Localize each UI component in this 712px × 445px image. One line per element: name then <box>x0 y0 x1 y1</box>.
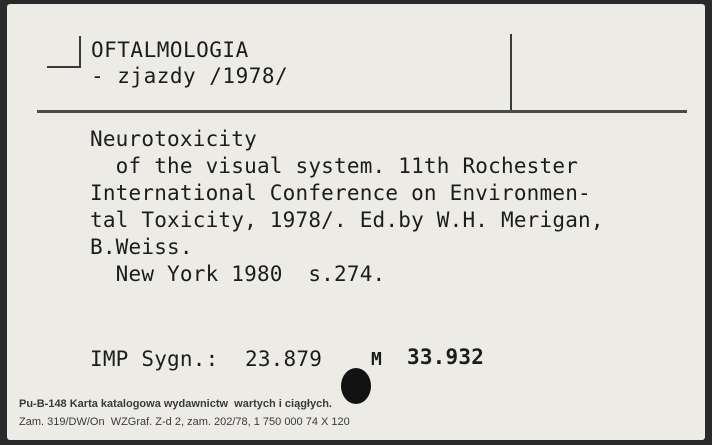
header-bracket <box>79 36 81 66</box>
card-print-info: Zam. 319/DW/On WZGraf. Z-d 2, zam. 202/78, 1 750 000 74 X 120 <box>19 416 350 428</box>
entry-line: of the visual system. 11th Rochester <box>90 154 579 178</box>
header-underline <box>47 66 81 68</box>
header-divider <box>510 34 512 110</box>
signature-number: 23.879 <box>245 347 323 371</box>
entry-line: B.Weiss. <box>90 235 193 259</box>
subject-subheading: - zjazdy /1978/ <box>91 64 289 88</box>
entry-title: Neurotoxicity <box>90 127 257 151</box>
entry-imprint: New York 1980 s.274. <box>90 262 386 286</box>
entry-line: tal Toxicity, 1978/. Ed.by W.H. Merigan, <box>90 208 604 232</box>
subject-heading: OFTALMOLOGIA <box>91 38 249 62</box>
alt-signature-number: 33.932 <box>407 345 485 369</box>
stamp-mark: M <box>371 349 383 370</box>
punch-hole <box>341 368 371 404</box>
card-form-note: Pu-B-148 Karta katalogowa wydawnictw wartych i ciągłych. <box>19 398 332 410</box>
catalog-card <box>7 4 705 440</box>
signature-label: IMP Sygn.: <box>90 347 219 371</box>
entry-line: International Conference on Environmen- <box>90 181 591 205</box>
header-rule <box>37 110 687 113</box>
